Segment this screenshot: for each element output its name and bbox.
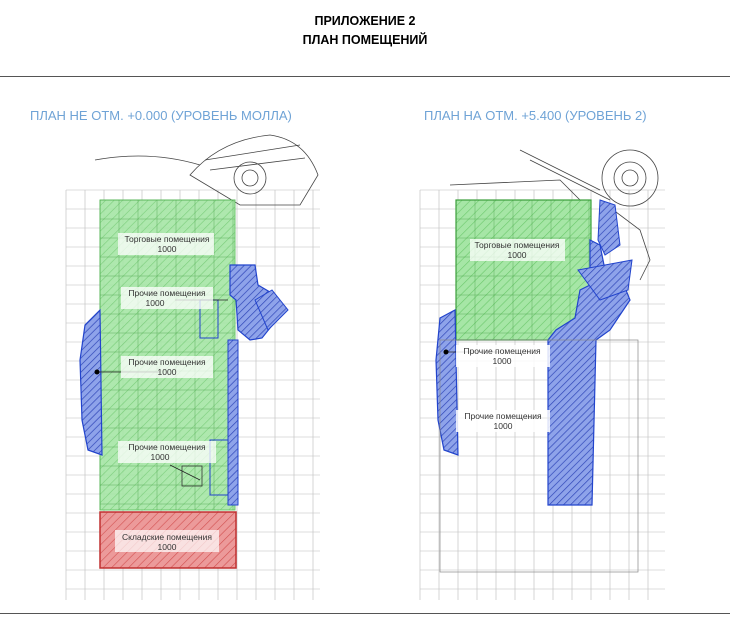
- plan-1-label-storage: Складские помещения: [122, 532, 212, 542]
- plan-2-label-other-2-area: 1000: [493, 421, 513, 431]
- plan-2-other-zone-north: [598, 200, 620, 255]
- plan-1-label-other-3-area: 1000: [150, 452, 170, 462]
- plan-2-trade-zone: [456, 200, 591, 340]
- plan-1-label-other-3: Прочие помещения: [128, 442, 206, 452]
- plan-1-label-other-2-area: 1000: [157, 367, 177, 377]
- plan-1-label-other-2: Прочие помещения: [128, 357, 206, 367]
- plan-heading: ПЛАН ПОМЕЩЕНИЙ: [302, 33, 428, 47]
- plan-1-title: ПЛАН НЕ ОТМ. +0.000 (УРОВЕНЬ МОЛЛА): [30, 108, 292, 123]
- plan-1-drawing: [66, 135, 320, 600]
- plan-1-label-storage-area: 1000: [157, 542, 177, 552]
- plan-2-drawing: [420, 150, 665, 600]
- plan-1-label-other-1-area: 1000: [145, 298, 165, 308]
- plan-1-marker: [95, 370, 100, 375]
- appendix-title: ПРИЛОЖЕНИЕ 2: [314, 14, 416, 28]
- plan-1-other-zone-west: [80, 310, 102, 455]
- plan-2-label-trade-area: 1000: [507, 250, 527, 260]
- plan-1-label-trade: Торговые помещения: [124, 234, 210, 244]
- plan-2-title: ПЛАН НА ОТМ. +5.400 (УРОВЕНЬ 2): [424, 108, 647, 123]
- plan-1-entrance-structure: [95, 135, 318, 205]
- plan-2-label-other-2: Прочие помещения: [464, 411, 542, 421]
- plan-2-label-other-1-area: 1000: [492, 356, 512, 366]
- plan-1-other-zone-strip: [228, 340, 238, 505]
- plan-2-label-other-1: Прочие помещения: [463, 346, 541, 356]
- plan-1-label-trade-area: 1000: [157, 244, 177, 254]
- plan-2-label-trade: Торговые помещения: [474, 240, 560, 250]
- plan-1-label-other-1: Прочие помещения: [128, 288, 206, 298]
- plan-2-marker: [444, 350, 449, 355]
